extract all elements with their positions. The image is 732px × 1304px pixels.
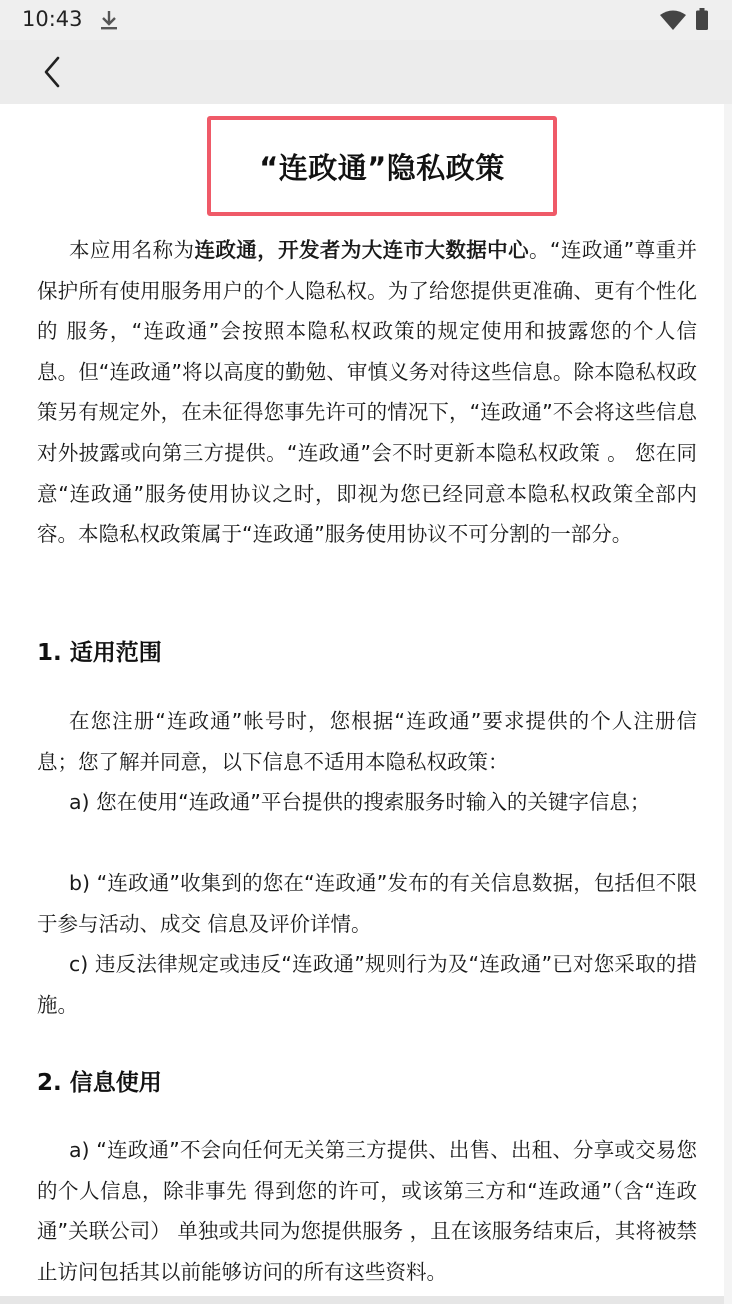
bottom-edge	[0, 1296, 724, 1304]
intro-text-1: 本应用名称为	[69, 238, 195, 262]
policy-content[interactable]	[0, 104, 724, 1304]
back-button[interactable]	[30, 50, 74, 94]
section-2-item-a: a) “连政通”不会向任何无关第三方提供、出售、出租、分享或交易您的个人信息，除非事先 得到您的许可，或该第三方和“连政通”（含“连政通”关联公司） 单独或共同为您提供服务 ，且在该服务结束后，其将被禁止访问包括其以前能够访问的所有这些资料。	[37, 1138, 697, 1284]
developer-name: 大连市大数据中心	[361, 238, 530, 262]
section-1-item-c: c) 违反法律规定或违反“连政通”规则行为及“连政通”已对您采取的措施。	[37, 952, 697, 1017]
status-time: 10:43	[22, 7, 83, 31]
top-app-bar	[0, 40, 732, 104]
wifi-icon	[660, 10, 686, 30]
download-icon	[98, 9, 120, 31]
section-1-intro: 在您注册“连政通”帐号时，您根据“连政通”要求提供的个人注册信息；您了解并同意，以下信息不适用本隐私权政策：	[37, 709, 697, 774]
intro-text-2: ，开发者为	[257, 238, 362, 262]
section-1-item-b: b) “连政通”收集到的您在“连政通”发布的有关信息数据，包括但不限于参与活动、成交 信息及评价详情。	[37, 871, 697, 936]
section-1-heading: 1. 适用范围	[37, 640, 162, 666]
page-title: “连政通”隐私政策	[259, 150, 505, 185]
section-1-item-a: a) 您在使用“连政通”平台提供的搜索服务时输入的关键字信息；	[69, 790, 651, 814]
title-highlight-box	[207, 116, 557, 216]
section-2-heading: 2. 信息使用	[37, 1070, 162, 1096]
status-bar	[0, 0, 732, 40]
intro-text-3: 。“连政通”尊重并保护所有使用服务用户的个人隐私权。为了给您提供更准确、更有个性化的 服务，“连政通”会按照本隐私权政策的规定使用和披露您的个人信息。但“连政通”将以高度的勤勉、审慎义务对待这些信息。除本隐私权政策另有规定外，在未征得您事先许可的情况下，“连政通”不会将这些信息对外披露或向第三方提供。“连政通”会不时更新本隐私权政策 。 您在同意“连政通”服务使用协议之时，即视为您已经同意本隐私权政策全部内容。本隐私权政策属于“连政通”服务使用协议不可分割的一部分。	[37, 238, 698, 547]
scrollbar-track[interactable]	[724, 104, 732, 1304]
app-name: 连政通	[194, 238, 258, 262]
back-arrow-icon	[41, 55, 63, 89]
intro-paragraph	[37, 230, 697, 555]
battery-icon	[696, 8, 708, 30]
